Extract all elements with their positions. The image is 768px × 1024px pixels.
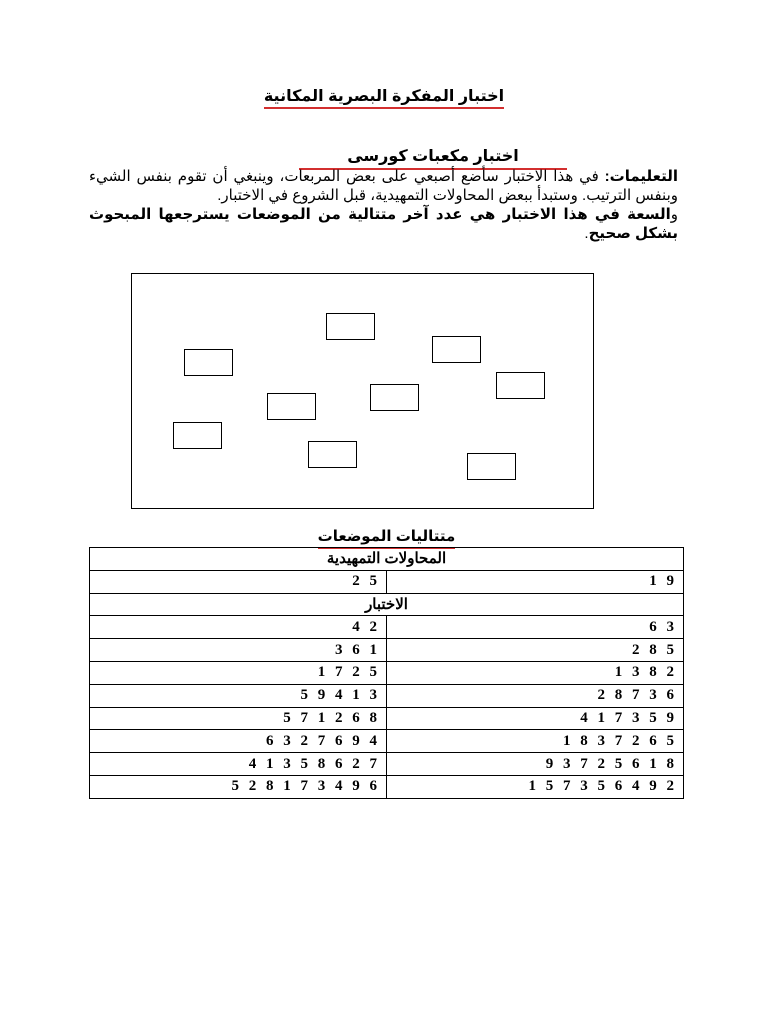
practice-header-row (90, 548, 684, 571)
sequences-title (0, 527, 768, 549)
sequence-cell-right: 1 5 7 3 5 6 4 9 2 (387, 775, 684, 798)
sequence-cell-left: 2 5 (90, 570, 387, 593)
instructions-label: التعليمات: (604, 168, 678, 185)
corsi-block (184, 349, 233, 376)
test-row (90, 730, 684, 753)
corsi-block (467, 453, 516, 480)
span-definition: السعة في هذا الاختبار هي عدد آخر متتالية من الموضعات يسترجعها المبحوث بشكل صحيح (89, 206, 678, 242)
page-title-text: اختبار المفكرة البصرية المكانية (264, 88, 504, 109)
sequence-cell-left: 5 2 8 1 7 3 4 9 6 (90, 775, 387, 798)
sequence-cell-left: 4 2 (90, 616, 387, 639)
practice-header: المحاولات التمهيدية (90, 548, 684, 571)
test-row (90, 639, 684, 662)
corsi-board (131, 273, 594, 509)
test-row (90, 661, 684, 684)
practice-row (90, 570, 684, 593)
sequence-cell-right: 6 3 (387, 616, 684, 639)
test-header: الاختبار (90, 593, 684, 616)
sequences-title-text: متتاليات الموضعات (318, 527, 456, 549)
test-header-row (90, 593, 684, 616)
sequence-cell-left: 3 6 1 (90, 639, 387, 662)
corsi-block (173, 422, 222, 449)
corsi-block (496, 372, 545, 399)
sequences-table (89, 547, 684, 799)
test-row (90, 707, 684, 730)
sequence-cell-left: 5 7 1 2 6 8 (90, 707, 387, 730)
span-end: . (584, 225, 589, 242)
sequence-cell-right: 1 8 3 7 2 6 5 (387, 730, 684, 753)
corsi-block (267, 393, 316, 420)
corsi-block (308, 441, 357, 468)
sequence-cell-right: 2 8 5 (387, 639, 684, 662)
sequence-cell-right: 4 1 7 3 5 9 (387, 707, 684, 730)
sequence-cell-left: 4 1 3 5 8 6 2 7 (90, 753, 387, 776)
span-lead: و (670, 206, 678, 223)
test-row (90, 753, 684, 776)
sequence-cell-left: 1 7 2 5 (90, 661, 387, 684)
test-row (90, 616, 684, 639)
section-title-text: اختبار مكعبات كورسى (299, 146, 567, 170)
corsi-block (326, 313, 375, 340)
sequence-cell-right: 2 8 7 3 6 (387, 684, 684, 707)
corsi-block (432, 336, 481, 363)
sequence-cell-right: 9 3 7 2 5 6 1 8 (387, 753, 684, 776)
test-row (90, 775, 684, 798)
instructions-text: في هذا الاختبار سأضع أصبعي على بعض المربعات، وينبغي أن تقوم بنفس الشيء وبنفس الترتيب. وستبدأ ببعض المحاولات التمهيدية، قبل الشروع في الاختبار. (89, 168, 678, 204)
sequence-cell-left: 6 3 2 7 6 9 4 (90, 730, 387, 753)
sequence-cell-right: 1 3 8 2 (387, 661, 684, 684)
sequence-cell-left: 5 9 4 1 3 (90, 684, 387, 707)
instructions-paragraph (89, 167, 678, 243)
corsi-block (370, 384, 419, 411)
test-row (90, 684, 684, 707)
page-title (0, 86, 768, 106)
sequence-cell-right: 1 9 (387, 570, 684, 593)
